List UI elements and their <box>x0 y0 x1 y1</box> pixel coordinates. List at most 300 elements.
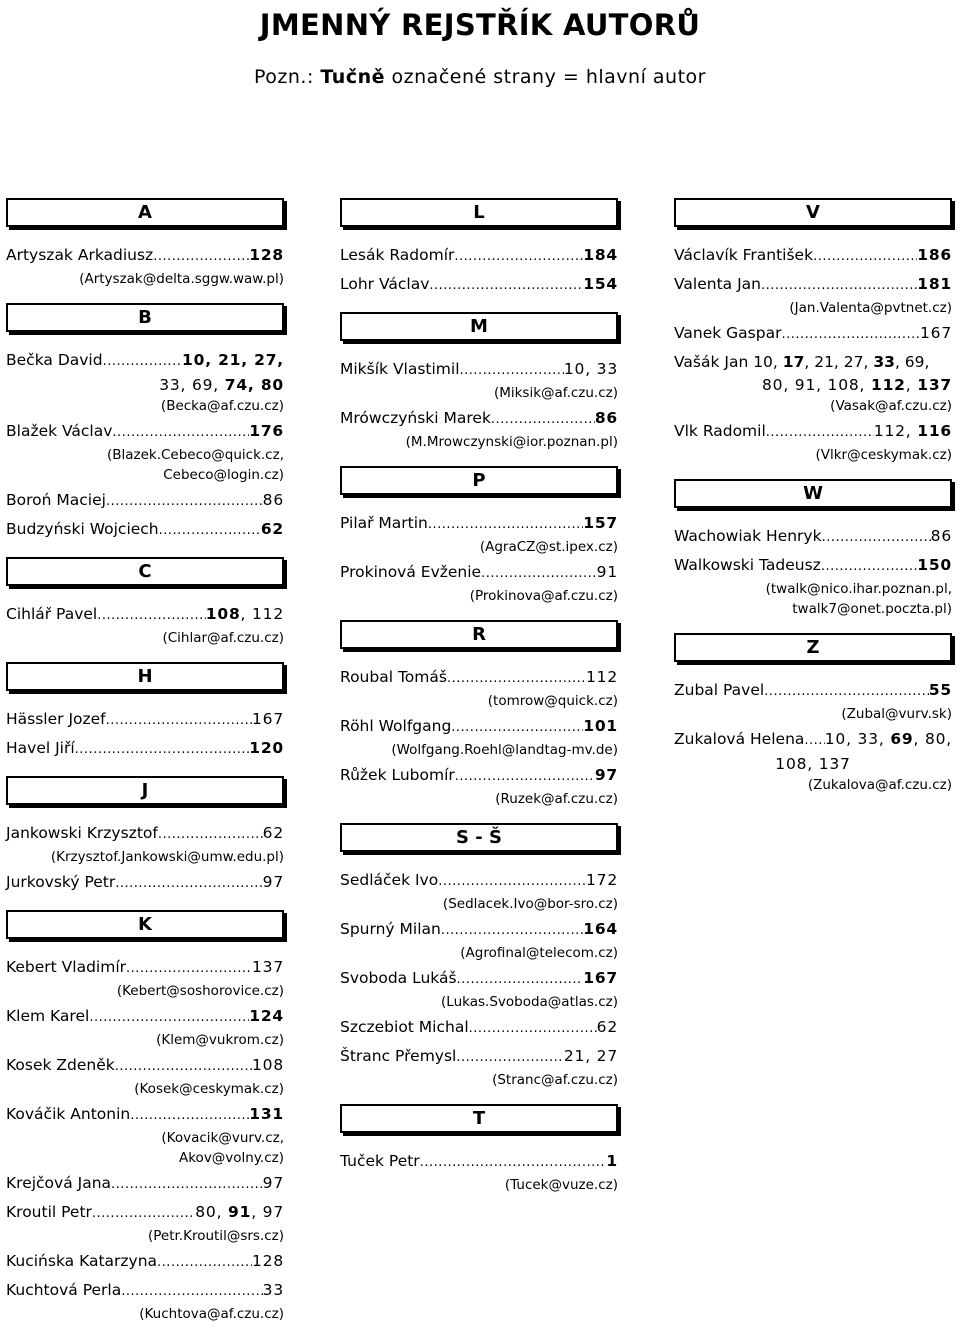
author-email: Cebeco@login.cz) <box>163 467 284 483</box>
index-entry <box>6 1200 284 1246</box>
index-entry <box>6 243 284 289</box>
author-name: Röhl Wolfgang <box>340 717 452 735</box>
letter-section <box>674 479 952 619</box>
page-number: 17 <box>782 353 805 371</box>
author-email: (Jan.Valenta@pvtnet.cz) <box>789 300 952 316</box>
author-email: (twalk@nico.ihar.poznan.pl, <box>765 581 952 597</box>
page-number: , <box>905 376 918 394</box>
letter-section <box>340 620 618 809</box>
author-email: (Ruzek@af.czu.cz) <box>495 791 618 807</box>
entry-line <box>6 1278 284 1304</box>
entry-line <box>674 350 952 374</box>
entry-line <box>340 1149 618 1175</box>
entry-line <box>6 1102 284 1128</box>
index-entry <box>340 714 618 760</box>
page-numbers <box>920 321 952 345</box>
page-numbers <box>929 678 952 702</box>
index-entry <box>340 665 618 711</box>
page-numbers <box>249 736 284 760</box>
author-name: Prokinová Evženie <box>340 563 482 581</box>
author-name: Bečka David <box>6 351 103 369</box>
author-name: Růžek Lubomír <box>340 766 455 784</box>
letter-section <box>340 823 618 1090</box>
index-entry <box>340 1044 618 1090</box>
entry-line <box>340 966 618 992</box>
index-entry <box>674 321 952 347</box>
author-name: Sedláček Ivo <box>340 871 439 889</box>
dot-leader <box>130 1104 249 1128</box>
note-prefix: Pozn.: <box>254 66 321 88</box>
page-number: 176 <box>249 422 284 440</box>
author-email: (Zubal@vurv.sk) <box>841 706 952 722</box>
entry-line <box>6 419 284 445</box>
page-numbers <box>564 357 618 381</box>
entry-line <box>340 1015 618 1041</box>
page-number: 186 <box>917 246 952 264</box>
dot-leader <box>451 716 583 740</box>
dot-leader <box>429 274 583 298</box>
page-number: 101 <box>583 717 618 735</box>
author-name: Boroń Maciej <box>6 491 106 509</box>
entry-line <box>674 678 952 704</box>
author-name: Vlk Radomil <box>674 422 766 440</box>
letter-header: M <box>340 312 618 341</box>
index-entry <box>340 406 618 452</box>
page-number: 112 <box>871 376 906 394</box>
letter-section <box>340 1104 618 1195</box>
dot-leader <box>159 519 261 543</box>
index-entry <box>6 419 284 485</box>
dot-leader <box>428 513 583 537</box>
dot-leader <box>106 709 252 733</box>
page-number: 154 <box>583 275 618 293</box>
page-numbers <box>586 665 618 689</box>
letter-section <box>6 910 284 1324</box>
page-number: , 112 <box>240 605 284 623</box>
entry-line <box>340 665 618 691</box>
index-entry <box>6 602 284 648</box>
dot-leader <box>804 729 824 753</box>
page-number: 167 <box>920 324 952 342</box>
author-email: (Stranc@af.czu.cz) <box>492 1072 618 1088</box>
entry-line <box>674 553 952 579</box>
index-entry <box>6 1004 284 1050</box>
page-numbers <box>583 966 618 990</box>
dot-leader <box>822 526 931 550</box>
index-entry <box>340 272 618 298</box>
letter-section <box>6 198 284 289</box>
author-name: Kebert Vladimír <box>6 958 127 976</box>
entry-line <box>6 1200 284 1226</box>
dot-leader <box>158 823 263 847</box>
author-name: Vanek Gaspar <box>674 324 782 342</box>
page-number: 97 <box>594 766 618 784</box>
index-entry <box>6 821 284 867</box>
author-name: Vašák Jan 10, 17, 21, 27, 33, 69, <box>674 353 930 371</box>
page-number: 80, <box>195 1203 229 1221</box>
author-name: Jankowski Krzysztof <box>6 824 158 842</box>
entry-line <box>6 870 284 896</box>
page-number: 91 <box>596 563 618 581</box>
author-name: Mikšík Vlastimil <box>340 360 460 378</box>
author-name: Zukalová Helena <box>674 730 805 748</box>
column-3 <box>674 194 952 809</box>
author-name: Hässler Jozef <box>6 710 106 728</box>
dot-leader <box>447 667 586 691</box>
author-email: (Vasak@af.czu.cz) <box>830 398 952 414</box>
page-number: 116 <box>917 422 952 440</box>
author-email: (Artyszak@delta.sggw.waw.pl) <box>79 271 284 287</box>
page-numbers <box>252 707 284 731</box>
page-number: 33, 69, <box>159 376 225 394</box>
author-name: Kuchtová Perla <box>6 1281 122 1299</box>
page-number: 150 <box>917 556 952 574</box>
page-number: 128 <box>252 1252 284 1270</box>
page-numbers <box>261 517 284 541</box>
page-number: 1 <box>606 1152 618 1170</box>
letter-section <box>6 557 284 648</box>
author-email: (Prokinova@af.czu.cz) <box>469 588 618 604</box>
letter-section <box>340 312 618 452</box>
index-entry <box>6 1249 284 1275</box>
dot-leader <box>115 872 262 896</box>
letter-header: R <box>340 620 618 649</box>
note <box>0 66 960 88</box>
author-name: Kucińska Katarzyna <box>6 1252 158 1270</box>
dot-leader <box>813 245 917 269</box>
dot-leader <box>97 604 206 628</box>
page-numbers <box>595 406 618 430</box>
dot-leader <box>455 765 595 789</box>
page-number: 21, 27 <box>563 1047 618 1065</box>
author-name: Jurkovský Petr <box>6 873 116 891</box>
page-number: , 69, <box>894 353 930 371</box>
page-number: 124 <box>249 1007 284 1025</box>
author-email: (Vlkr@ceskymak.cz) <box>815 447 952 463</box>
letter-section <box>674 633 952 795</box>
page-numbers <box>931 524 952 548</box>
page-number: 62 <box>596 1018 618 1036</box>
author-name: Roubal Tomáš <box>340 668 447 686</box>
index-entry <box>340 868 618 914</box>
page-number: 33 <box>873 353 895 371</box>
author-email: (Klem@vukrom.cz) <box>156 1032 284 1048</box>
author-name: Mrówczyński Marek <box>340 409 491 427</box>
page-numbers <box>825 727 952 751</box>
dot-leader <box>438 870 586 894</box>
index-entry <box>340 966 618 1012</box>
dot-leader <box>103 350 182 374</box>
author-name: Spurný Milan <box>340 920 441 938</box>
dot-leader <box>761 274 917 298</box>
letter-header: V <box>674 198 952 227</box>
index-entry <box>6 736 284 762</box>
page-number: 86 <box>262 491 284 509</box>
page-numbers <box>195 1200 284 1224</box>
author-email: (Cihlar@af.czu.cz) <box>162 630 284 646</box>
entry-line <box>340 272 618 298</box>
letter-section <box>6 662 284 762</box>
index-entry <box>340 243 618 269</box>
letter-header: L <box>340 198 618 227</box>
index-entry <box>340 560 618 606</box>
author-name: Zubal Pavel <box>674 681 765 699</box>
entry-line <box>340 357 618 383</box>
entry-line <box>6 736 284 762</box>
letter-header: T <box>340 1104 618 1133</box>
dot-leader <box>457 968 584 992</box>
letter-header: P <box>340 466 618 495</box>
author-name: Tuček Petr <box>340 1152 420 1170</box>
dot-leader <box>766 421 874 445</box>
index-entry <box>6 955 284 1001</box>
letter-header: S - Š <box>340 823 618 852</box>
author-email: (M.Mrowczynski@ior.poznan.pl) <box>405 434 618 450</box>
page-numbers <box>206 602 284 626</box>
letter-header: C <box>6 557 284 586</box>
author-name: Krejčová Jana <box>6 1174 112 1192</box>
index-entry <box>6 488 284 514</box>
author-email: (Kosek@ceskymak.cz) <box>134 1081 284 1097</box>
author-email: (Miksik@af.czu.cz) <box>493 385 618 401</box>
entry-line <box>340 511 618 537</box>
index-entry <box>6 870 284 896</box>
author-email: (Krzysztof.Jankowski@umw.edu.pl) <box>50 849 284 865</box>
page-title: JMENNÝ REJSTŘÍK AUTORŮ <box>259 8 701 42</box>
page-number: 167 <box>252 710 284 728</box>
index-entry <box>674 350 952 416</box>
entry-line <box>674 727 952 753</box>
entry-line <box>674 419 952 445</box>
author-email: Akov@volny.cz) <box>178 1150 284 1166</box>
dot-leader <box>420 1151 607 1175</box>
entry-line <box>6 1171 284 1197</box>
author-name: Kroutil Petr <box>6 1203 92 1221</box>
letter-header: B <box>6 303 284 332</box>
page-number: 97 <box>262 873 284 891</box>
page-numbers <box>263 488 284 512</box>
entry-line <box>340 406 618 432</box>
index-entry <box>6 707 284 733</box>
dot-leader <box>126 957 252 981</box>
author-email: (Becka@af.czu.cz) <box>160 398 284 414</box>
entry-line <box>6 602 284 628</box>
page-number: 137 <box>917 376 952 394</box>
entry-line <box>340 243 618 269</box>
page-numbers <box>252 955 284 979</box>
index-entry <box>6 517 284 543</box>
dot-leader <box>764 680 929 704</box>
letter-section <box>340 466 618 606</box>
letter-section <box>340 198 618 298</box>
author-name: Kováčik Antonin <box>6 1105 131 1123</box>
dot-leader <box>821 555 917 579</box>
letter-header: A <box>6 198 284 227</box>
author-email: (Zukalova@af.czu.cz) <box>807 777 952 793</box>
entry-line <box>6 517 284 543</box>
dot-leader <box>89 1006 249 1030</box>
page-number: 128 <box>249 246 284 264</box>
author-email: (Agrofinal@telecom.cz) <box>460 945 618 961</box>
index-entry <box>674 727 952 795</box>
index-entry <box>674 243 952 269</box>
index-entry <box>6 1102 284 1168</box>
index-entry <box>674 272 952 318</box>
page-number: 74, 80 <box>224 376 284 394</box>
author-email: (Tucek@vuze.cz) <box>504 1177 618 1193</box>
author-name: Klem Karel <box>6 1007 90 1025</box>
page-number: 131 <box>249 1105 284 1123</box>
index-entry <box>340 1015 618 1041</box>
author-email: (AgraCZ@st.ipex.cz) <box>479 539 618 555</box>
author-name: Pilař Martin <box>340 514 428 532</box>
page-number: 10, 33 <box>563 360 618 378</box>
entry-line <box>674 321 952 347</box>
page-numbers <box>917 553 952 577</box>
index-entry <box>674 678 952 724</box>
letter-header: H <box>6 662 284 691</box>
entry-line <box>6 1249 284 1275</box>
author-email: (Wolfgang.Roehl@landtag-mv.de) <box>391 742 618 758</box>
page-number: 97 <box>262 1174 284 1192</box>
entry-line <box>340 917 618 943</box>
page-numbers <box>564 1044 618 1068</box>
page-numbers <box>263 870 284 894</box>
dot-leader <box>75 738 250 762</box>
author-email: (Kuchtova@af.czu.cz) <box>139 1306 284 1322</box>
page-numbers <box>583 511 618 535</box>
author-name: Svoboda Lukáš <box>340 969 457 987</box>
dot-leader <box>469 1017 597 1041</box>
entry-line <box>6 1053 284 1079</box>
page-number: 33 <box>262 1281 284 1299</box>
index-entry <box>340 763 618 809</box>
dot-leader <box>121 1280 262 1304</box>
entry-line <box>6 955 284 981</box>
dot-leader <box>92 1202 195 1226</box>
page-numbers <box>874 419 952 443</box>
page-numbers-continued <box>674 753 952 775</box>
index-entry <box>674 419 952 465</box>
dot-leader <box>781 323 920 347</box>
page-number: 164 <box>583 920 618 938</box>
letter-header: K <box>6 910 284 939</box>
page-number: 62 <box>262 824 284 842</box>
entry-line <box>6 821 284 847</box>
author-email: (Blazek.Cebeco@quick.cz, <box>106 447 284 463</box>
dot-leader <box>491 408 595 432</box>
letter-section <box>6 776 284 896</box>
dot-leader <box>441 919 583 943</box>
dot-leader <box>454 245 583 269</box>
author-name: Václavík František <box>674 246 814 264</box>
dot-leader <box>111 1173 263 1197</box>
column-1 <box>6 194 284 1338</box>
page-numbers <box>249 1102 284 1126</box>
index-entry <box>340 917 618 963</box>
page-numbers <box>595 763 618 787</box>
page-number: , 80, <box>913 730 952 748</box>
author-name: Budzyński Wojciech <box>6 520 159 538</box>
page-number: 167 <box>583 969 618 987</box>
page-numbers <box>583 917 618 941</box>
page-numbers <box>917 243 952 267</box>
author-name: Artyszak Arkadiusz <box>6 246 154 264</box>
author-name: Lesák Radomír <box>340 246 455 264</box>
page-number: 86 <box>594 409 618 427</box>
page-numbers <box>252 1249 284 1273</box>
author-name: Valenta Jan <box>674 275 761 293</box>
dot-leader <box>456 1046 564 1070</box>
page-number: 86 <box>930 527 952 545</box>
dot-leader <box>157 1251 252 1275</box>
index-entry <box>340 1149 618 1195</box>
page-number: 112, <box>873 422 918 440</box>
letter-header: Z <box>674 633 952 662</box>
letter-header: J <box>6 776 284 805</box>
dot-leader <box>153 245 249 269</box>
page-number: 80, 91, 108, <box>762 376 871 394</box>
author-name: Lohr Václav <box>340 275 430 293</box>
page-number: 172 <box>586 871 618 889</box>
author-name: Štranc Přemysl <box>340 1047 457 1065</box>
author-name: Szczebiot Michal <box>340 1018 469 1036</box>
column-2 <box>340 194 618 1209</box>
entry-line <box>340 1044 618 1070</box>
entry-line <box>674 243 952 269</box>
author-email: twalk7@onet.poczta.pl) <box>792 601 952 617</box>
page-numbers-continued <box>674 374 952 396</box>
index-entry <box>6 1278 284 1324</box>
index-entry <box>6 1053 284 1099</box>
page-numbers <box>182 348 284 372</box>
page-number: 137 <box>252 958 284 976</box>
page-number: 69 <box>890 730 914 748</box>
page-numbers <box>263 1278 284 1302</box>
page-number: 120 <box>249 739 284 757</box>
entry-line <box>6 1004 284 1030</box>
page-number: 181 <box>917 275 952 293</box>
page-numbers <box>583 714 618 738</box>
author-email: (Petr.Kroutil@srs.cz) <box>147 1228 284 1244</box>
page-number: 10, 21, 27, <box>182 351 284 369</box>
author-name: Walkowski Tadeusz <box>674 556 821 574</box>
author-name: Cihlář Pavel <box>6 605 98 623</box>
page-numbers <box>252 1053 284 1077</box>
page-numbers <box>263 1171 284 1195</box>
page-number: 108, 137 <box>775 755 851 773</box>
index-entry <box>340 511 618 557</box>
page-numbers <box>263 821 284 845</box>
entry-line <box>340 714 618 740</box>
entry-line <box>340 763 618 789</box>
index-entry <box>340 357 618 403</box>
author-email: (Sedlacek.Ivo@bor-sro.cz) <box>442 896 618 912</box>
entry-line <box>6 348 284 374</box>
entry-line <box>6 488 284 514</box>
page-number: 108 <box>205 605 241 623</box>
entry-line <box>6 707 284 733</box>
letter-section <box>674 198 952 465</box>
author-email: (Kovacik@vurv.cz, <box>161 1130 284 1146</box>
note-suffix: označené strany = hlavní autor <box>385 66 706 88</box>
entry-line <box>674 272 952 298</box>
index-entry <box>674 553 952 619</box>
letter-section <box>6 303 284 543</box>
entry-line <box>674 524 952 550</box>
entry-line <box>340 868 618 894</box>
page-numbers <box>606 1149 618 1173</box>
